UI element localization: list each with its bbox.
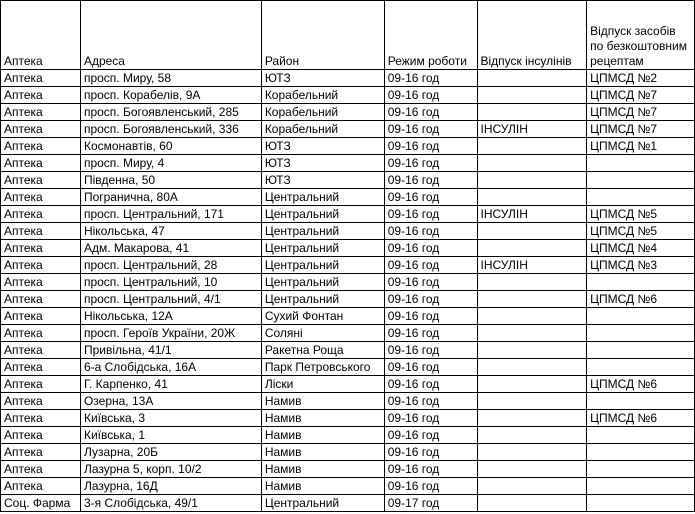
cell-district: Центральний xyxy=(261,223,384,240)
cell-prescriptions: ЦПМСД №3 xyxy=(587,257,695,274)
cell-address: Нікольська, 12А xyxy=(80,308,261,325)
header-cell-insulin: Відпуск інсулінів xyxy=(477,1,587,70)
cell-insulin: ІНСУЛІН xyxy=(477,121,587,138)
cell-prescriptions xyxy=(587,342,695,359)
cell-insulin xyxy=(477,478,587,495)
cell-hours: 09-16 год xyxy=(384,257,477,274)
cell-hours: 09-16 год xyxy=(384,325,477,342)
cell-district: Центральний xyxy=(261,257,384,274)
table-row xyxy=(1,478,695,495)
cell-insulin xyxy=(477,138,587,155)
cell-address: просп. Центральний, 4/1 xyxy=(80,291,261,308)
cell-prescriptions xyxy=(587,393,695,410)
cell-insulin: ІНСУЛІН xyxy=(477,206,587,223)
cell-prescriptions: ЦПМСД №7 xyxy=(587,121,695,138)
table-row xyxy=(1,172,695,189)
cell-district: Соляні xyxy=(261,325,384,342)
table-row xyxy=(1,342,695,359)
cell-prescriptions: ЦПМСД №5 xyxy=(587,223,695,240)
table-row xyxy=(1,427,695,444)
table-row xyxy=(1,376,695,393)
cell-type: Аптека xyxy=(1,376,81,393)
cell-insulin xyxy=(477,376,587,393)
cell-type: Аптека xyxy=(1,223,81,240)
cell-type: Соц. Фарма xyxy=(1,495,81,512)
cell-prescriptions xyxy=(587,427,695,444)
cell-type: Аптека xyxy=(1,291,81,308)
table-row xyxy=(1,461,695,478)
cell-district: Центральний xyxy=(261,206,384,223)
cell-type: Аптека xyxy=(1,104,81,121)
cell-address: Лузарна, 20Б xyxy=(80,444,261,461)
cell-hours: 09-16 год xyxy=(384,155,477,172)
cell-address: Адм. Макарова, 41 xyxy=(80,240,261,257)
cell-hours: 09-16 год xyxy=(384,461,477,478)
cell-insulin xyxy=(477,342,587,359)
cell-insulin: ІНСУЛІН xyxy=(477,257,587,274)
cell-hours: 09-16 год xyxy=(384,223,477,240)
cell-hours: 09-16 год xyxy=(384,189,477,206)
cell-type: Аптека xyxy=(1,172,81,189)
cell-district: Парк Петровського xyxy=(261,359,384,376)
cell-address: просп. Центральний, 171 xyxy=(80,206,261,223)
table-row xyxy=(1,274,695,291)
table-row xyxy=(1,444,695,461)
cell-address: просп. Героїв України, 20Ж xyxy=(80,325,261,342)
cell-type: Аптека xyxy=(1,257,81,274)
cell-prescriptions xyxy=(587,274,695,291)
cell-insulin xyxy=(477,495,587,512)
cell-address: Лазурна 5, корп. 10/2 xyxy=(80,461,261,478)
cell-prescriptions: ЦПМСД №1 xyxy=(587,138,695,155)
cell-hours: 09-16 год xyxy=(384,410,477,427)
cell-hours: 09-16 год xyxy=(384,70,477,87)
table-row xyxy=(1,257,695,274)
cell-district: Центральний xyxy=(261,274,384,291)
cell-prescriptions: ЦПМСД №5 xyxy=(587,206,695,223)
cell-district: Корабельний xyxy=(261,104,384,121)
cell-hours: 09-16 год xyxy=(384,478,477,495)
table-row xyxy=(1,291,695,308)
cell-insulin xyxy=(477,87,587,104)
cell-insulin xyxy=(477,274,587,291)
cell-type: Аптека xyxy=(1,342,81,359)
cell-hours: 09-16 год xyxy=(384,172,477,189)
header-cell-hours: Режим роботи xyxy=(384,1,477,70)
cell-insulin xyxy=(477,70,587,87)
cell-insulin xyxy=(477,291,587,308)
cell-hours: 09-16 год xyxy=(384,87,477,104)
cell-district: Намив xyxy=(261,427,384,444)
header-cell-type: Аптека xyxy=(1,1,81,70)
cell-hours: 09-16 год xyxy=(384,342,477,359)
cell-hours: 09-16 год xyxy=(384,240,477,257)
cell-insulin xyxy=(477,461,587,478)
cell-hours: 09-16 год xyxy=(384,359,477,376)
table-row xyxy=(1,308,695,325)
cell-district: Центральний xyxy=(261,495,384,512)
cell-address: Погранична, 80А xyxy=(80,189,261,206)
cell-hours: 09-16 год xyxy=(384,206,477,223)
header-row xyxy=(1,1,695,70)
cell-district: ЮТЗ xyxy=(261,172,384,189)
cell-address: 3-я Слобідська, 49/1 xyxy=(80,495,261,512)
cell-district: Намив xyxy=(261,478,384,495)
cell-address: Київська, 1 xyxy=(80,427,261,444)
cell-insulin xyxy=(477,325,587,342)
cell-type: Аптека xyxy=(1,189,81,206)
table-row xyxy=(1,189,695,206)
cell-insulin xyxy=(477,427,587,444)
cell-address: Космонавтів, 60 xyxy=(80,138,261,155)
cell-prescriptions xyxy=(587,308,695,325)
cell-hours: 09-16 год xyxy=(384,291,477,308)
cell-prescriptions: ЦПМСД №6 xyxy=(587,410,695,427)
cell-prescriptions xyxy=(587,359,695,376)
cell-insulin xyxy=(477,393,587,410)
cell-district: Сухий Фонтан xyxy=(261,308,384,325)
cell-district: Центральний xyxy=(261,189,384,206)
cell-type: Аптека xyxy=(1,155,81,172)
header-cell-district: Район xyxy=(261,1,384,70)
cell-prescriptions: ЦПМСД №4 xyxy=(587,240,695,257)
cell-type: Аптека xyxy=(1,121,81,138)
cell-type: Аптека xyxy=(1,87,81,104)
cell-prescriptions xyxy=(587,325,695,342)
table-row xyxy=(1,359,695,376)
cell-hours: 09-17 год xyxy=(384,495,477,512)
cell-district: Центральний xyxy=(261,291,384,308)
cell-hours: 09-16 год xyxy=(384,274,477,291)
cell-type: Аптека xyxy=(1,274,81,291)
cell-type: Аптека xyxy=(1,461,81,478)
cell-address: Озерна, 13А xyxy=(80,393,261,410)
cell-insulin xyxy=(477,410,587,427)
cell-hours: 09-16 год xyxy=(384,138,477,155)
table-row xyxy=(1,410,695,427)
header-cell-free-prescriptions: Відпуск засобів по безкоштовним рецептам xyxy=(587,1,695,70)
cell-type: Аптека xyxy=(1,444,81,461)
header-cell-address: Адреса xyxy=(80,1,261,70)
table-row xyxy=(1,223,695,240)
cell-address: Київська, 3 xyxy=(80,410,261,427)
cell-insulin xyxy=(477,155,587,172)
cell-district: ЮТЗ xyxy=(261,155,384,172)
cell-type: Аптека xyxy=(1,240,81,257)
table-row xyxy=(1,206,695,223)
cell-hours: 09-16 год xyxy=(384,308,477,325)
table-row xyxy=(1,155,695,172)
cell-insulin xyxy=(477,240,587,257)
cell-prescriptions: ЦПМСД №7 xyxy=(587,104,695,121)
cell-address: Південна, 50 xyxy=(80,172,261,189)
cell-insulin xyxy=(477,359,587,376)
cell-type: Аптека xyxy=(1,138,81,155)
table-row xyxy=(1,70,695,87)
cell-insulin xyxy=(477,172,587,189)
cell-type: Аптека xyxy=(1,427,81,444)
cell-address: просп. Миру, 4 xyxy=(80,155,261,172)
cell-insulin xyxy=(477,444,587,461)
table-row xyxy=(1,87,695,104)
cell-type: Аптека xyxy=(1,478,81,495)
cell-insulin xyxy=(477,104,587,121)
cell-type: Аптека xyxy=(1,393,81,410)
cell-type: Аптека xyxy=(1,70,81,87)
cell-prescriptions: ЦПМСД №6 xyxy=(587,291,695,308)
cell-address: просп. Центральний, 28 xyxy=(80,257,261,274)
cell-prescriptions xyxy=(587,155,695,172)
cell-prescriptions: ЦПМСД №7 xyxy=(587,87,695,104)
cell-prescriptions: ЦПМСД №2 xyxy=(587,70,695,87)
cell-hours: 09-16 год xyxy=(384,104,477,121)
table-row xyxy=(1,121,695,138)
cell-prescriptions xyxy=(587,172,695,189)
cell-prescriptions: ЦПМСД №6 xyxy=(587,376,695,393)
cell-district: Корабельний xyxy=(261,87,384,104)
cell-prescriptions xyxy=(587,461,695,478)
cell-district: ЮТЗ xyxy=(261,70,384,87)
cell-type: Аптека xyxy=(1,325,81,342)
cell-hours: 09-16 год xyxy=(384,121,477,138)
table-row xyxy=(1,240,695,257)
cell-district: Ракетна Роща xyxy=(261,342,384,359)
cell-prescriptions xyxy=(587,189,695,206)
cell-district: Намив xyxy=(261,393,384,410)
cell-address: просп. Центральний, 10 xyxy=(80,274,261,291)
cell-district: Корабельний xyxy=(261,121,384,138)
cell-insulin xyxy=(477,308,587,325)
cell-hours: 09-16 год xyxy=(384,427,477,444)
cell-district: Намив xyxy=(261,410,384,427)
cell-district: Центральний xyxy=(261,240,384,257)
cell-insulin xyxy=(477,223,587,240)
table-row xyxy=(1,495,695,512)
cell-address: Лазурна, 16Д xyxy=(80,478,261,495)
cell-type: Аптека xyxy=(1,410,81,427)
cell-prescriptions xyxy=(587,444,695,461)
table-row xyxy=(1,104,695,121)
cell-type: Аптека xyxy=(1,308,81,325)
cell-district: Намив xyxy=(261,461,384,478)
cell-type: Аптека xyxy=(1,206,81,223)
cell-prescriptions xyxy=(587,478,695,495)
cell-district: ЮТЗ xyxy=(261,138,384,155)
cell-type: Аптека xyxy=(1,359,81,376)
cell-address: Г. Карпенко, 41 xyxy=(80,376,261,393)
cell-address: просп. Миру, 58 xyxy=(80,70,261,87)
cell-insulin xyxy=(477,189,587,206)
cell-address: 6-а Слобідська, 16А xyxy=(80,359,261,376)
cell-address: просп. Корабелів, 9А xyxy=(80,87,261,104)
cell-prescriptions xyxy=(587,495,695,512)
cell-address: Нікольська, 47 xyxy=(80,223,261,240)
table-row xyxy=(1,393,695,410)
table-row xyxy=(1,138,695,155)
cell-district: Намив xyxy=(261,444,384,461)
cell-hours: 09-16 год xyxy=(384,376,477,393)
table-row xyxy=(1,325,695,342)
cell-district: Ліски xyxy=(261,376,384,393)
cell-hours: 09-16 год xyxy=(384,444,477,461)
cell-address: Привільна, 41/1 xyxy=(80,342,261,359)
cell-address: просп. Богоявленський, 285 xyxy=(80,104,261,121)
cell-hours: 09-16 год xyxy=(384,393,477,410)
cell-address: просп. Богоявленський, 336 xyxy=(80,121,261,138)
